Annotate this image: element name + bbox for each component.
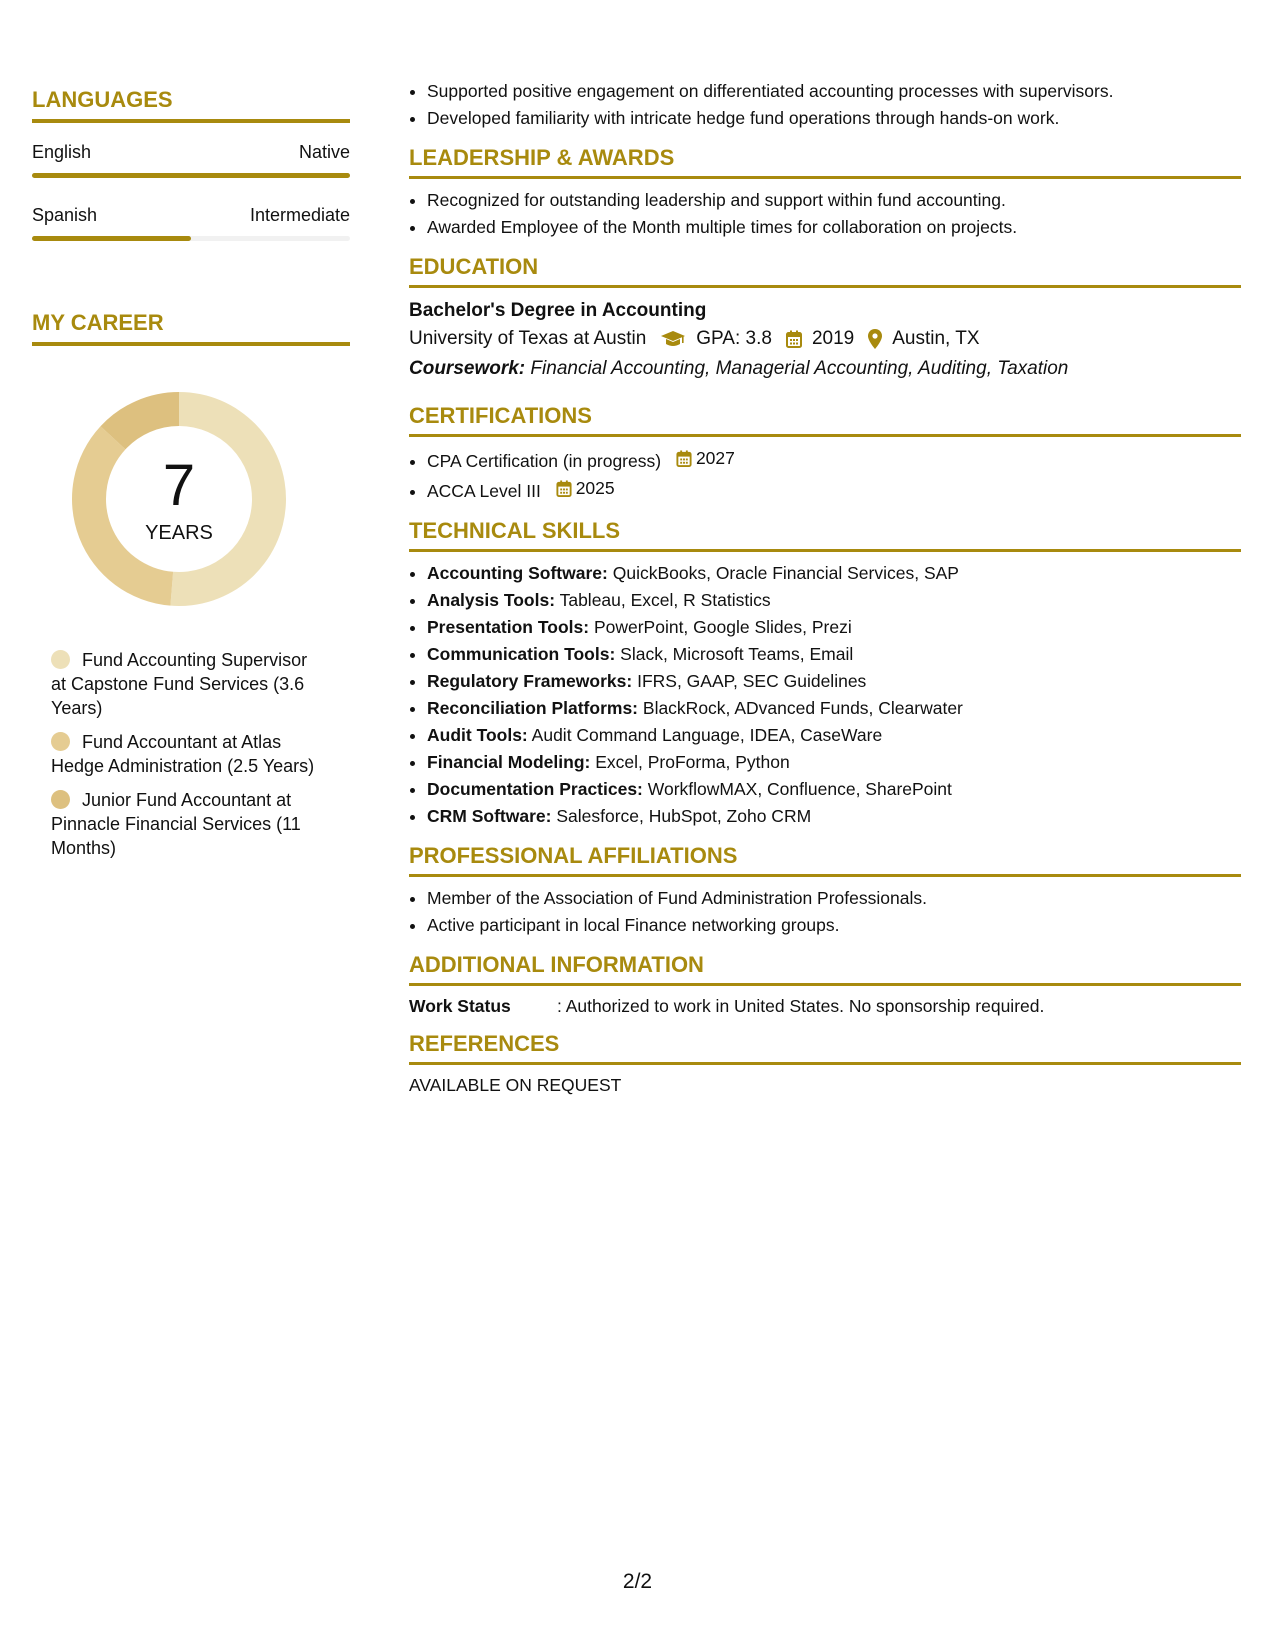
coursework-label: Coursework: [409, 358, 526, 379]
skill-item [427, 614, 1241, 641]
location-pin-icon [868, 329, 882, 349]
career-years-label: YEARS [145, 522, 213, 544]
skill-value: Slack, Microsoft Teams, Email [620, 644, 854, 664]
language-level: Native [298, 142, 350, 162]
education-coursework [409, 354, 1241, 384]
career-item-text: Fund Accounting Supervisor at Capstone Fund Services (3.6 Years) [51, 650, 308, 718]
skill-label: Accounting Software: [427, 563, 608, 583]
work-status-value: : Authorized to work in United States. No sponsorship required. [557, 996, 1045, 1016]
career-legend [51, 648, 321, 860]
language-bar [32, 173, 350, 178]
language-bar [32, 236, 350, 241]
education-heading: EDUCATION [409, 253, 1241, 288]
career-legend-item [51, 730, 321, 778]
skill-label: Regulatory Frameworks: [427, 671, 633, 691]
skill-value: PowerPoint, Google Slides, Prezi [593, 617, 852, 637]
certifications-heading: CERTIFICATIONS [409, 402, 1241, 437]
coursework-value: Financial Accounting, Managerial Accounting, Auditing, Taxation [530, 358, 1069, 379]
experience-bullet: • Developed familiarity with intricate hedge fund operations through hands-on work. [427, 105, 1241, 132]
certification-date [556, 475, 615, 502]
education-school: University of Texas at Austin [409, 328, 647, 349]
affiliation-item: • Member of the Association of Fund Administration Professionals. [427, 885, 1241, 912]
affiliations-list [409, 885, 1241, 939]
leadership-item: • Recognized for outstanding leadership and support within fund accounting. [427, 187, 1241, 214]
skill-label: Presentation Tools: [427, 617, 590, 637]
skill-item [427, 722, 1241, 749]
skill-value: Tableau, Excel, R Statistics [559, 590, 771, 610]
education-location: Austin, TX [892, 328, 980, 349]
legend-dot [51, 732, 70, 751]
skill-label: Communication Tools: [427, 644, 616, 664]
leadership-heading: LEADERSHIP & AWARDS [409, 144, 1241, 179]
career-donut-chart [66, 386, 292, 612]
skill-value: Salesforce, HubSpot, Zoho CRM [556, 806, 812, 826]
references-text: AVAILABLE ON REQUEST [409, 1075, 622, 1095]
references-heading: REFERENCES [409, 1030, 1241, 1065]
certification-year: 2025 [575, 478, 615, 498]
legend-dot [51, 790, 70, 809]
skill-item [427, 749, 1241, 776]
career-item-text: Fund Accountant at Atlas Hedge Administration (2.5 Years) [51, 732, 315, 776]
language-level: Intermediate [249, 205, 350, 225]
language-bar-fill [32, 236, 191, 241]
skill-label: Reconciliation Platforms: [427, 698, 639, 718]
affiliation-item: • Active participant in local Finance networking groups. [427, 912, 1241, 939]
skills-heading: TECHNICAL SKILLS [409, 517, 1241, 552]
language-item [32, 204, 350, 241]
skill-label: Documentation Practices: [427, 779, 643, 799]
skill-value: IFRS, GAAP, SEC Guidelines [637, 671, 867, 691]
experience-bullets [409, 78, 1241, 132]
calendar-icon [786, 330, 802, 348]
certification-item [427, 445, 1241, 475]
calendar-icon [556, 480, 572, 497]
language-name: English [32, 142, 92, 162]
skill-value: Excel, ProForma, Python [595, 752, 790, 772]
skill-value: Audit Command Language, IDEA, CaseWare [531, 725, 883, 745]
skill-item [427, 776, 1241, 803]
skill-value: WorkflowMAX, Confluence, SharePoint [647, 779, 952, 799]
education-gpa: GPA: 3.8 [696, 328, 772, 349]
certification-name: ACCA Level III [427, 481, 541, 501]
skills-list [409, 560, 1241, 830]
languages-heading: LANGUAGES [32, 86, 350, 123]
career-item-text: Junior Fund Accountant at Pinnacle Financial Services (11 Months) [51, 790, 301, 858]
skill-item [427, 803, 1241, 830]
main-content [409, 78, 1241, 1096]
education-degree: Bachelor's Degree in Accounting [409, 300, 707, 321]
language-bar-fill [32, 173, 350, 178]
skill-item [427, 587, 1241, 614]
skill-value: BlackRock, ADvanced Funds, Clearwater [642, 698, 963, 718]
legend-dot [51, 650, 70, 669]
skill-item [427, 641, 1241, 668]
language-item [32, 141, 350, 178]
leadership-list [409, 187, 1241, 241]
sidebar [32, 86, 350, 870]
language-name: Spanish [32, 205, 98, 225]
career-legend-item [51, 648, 321, 720]
certifications-list [409, 445, 1241, 505]
skill-label: Analysis Tools: [427, 590, 556, 610]
skill-label: Financial Modeling: [427, 752, 591, 772]
certification-year: 2027 [695, 448, 735, 468]
work-status-row [409, 994, 1241, 1018]
skill-item [427, 695, 1241, 722]
leadership-item: • Awarded Employee of the Month multiple times for collaboration on projects. [427, 214, 1241, 241]
calendar-icon [676, 450, 692, 467]
education-year: 2019 [811, 328, 855, 349]
additional-info-heading: ADDITIONAL INFORMATION [409, 951, 1241, 986]
skill-item [427, 668, 1241, 695]
skill-label: Audit Tools: [427, 725, 528, 745]
affiliations-heading: PROFESSIONAL AFFILIATIONS [409, 842, 1241, 877]
certification-name: CPA Certification (in progress) [427, 451, 662, 471]
work-status-label: Work Status [409, 996, 511, 1016]
skill-label: CRM Software: [427, 806, 552, 826]
career-heading: MY CAREER [32, 309, 350, 346]
skill-value: QuickBooks, Oracle Financial Services, SAP [612, 563, 959, 583]
education-meta [409, 324, 1241, 354]
career-total-years: 7 [162, 453, 196, 518]
page-number: 2/2 [622, 1570, 653, 1593]
skill-item [427, 560, 1241, 587]
career-legend-item [51, 788, 321, 860]
graduation-cap-icon [660, 330, 686, 348]
certification-date [676, 445, 735, 472]
certification-item [427, 475, 1241, 505]
experience-bullet: • Supported positive engagement on differentiated accounting processes with supervisors. [427, 78, 1241, 105]
